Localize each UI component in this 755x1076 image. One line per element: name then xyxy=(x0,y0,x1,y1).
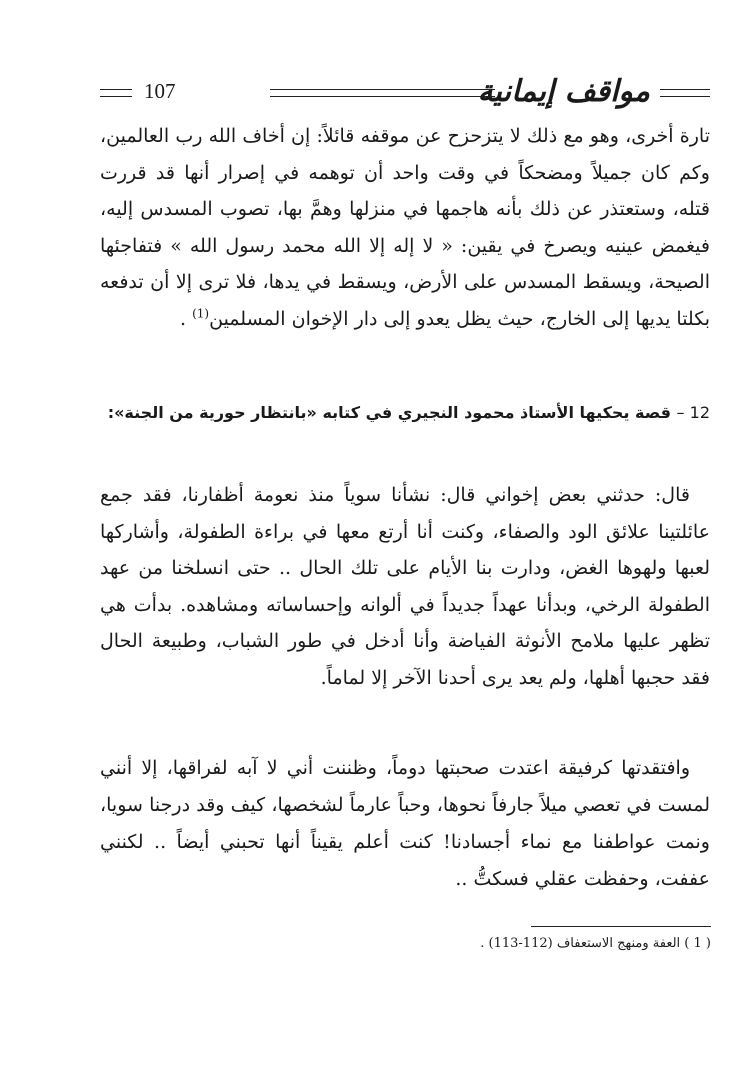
header-rule-left xyxy=(100,89,132,97)
paragraph-2: قال: حدثني بعض إخواني قال: نشأنا سوياً منذ نعومة أظفارنا، فقد جمع عائلتينا علائق الود والصفاء، وكنت أنا أرتع معها في براءة الطفولة، وأشاركها لعبها ولهوها الغض، ودارت بنا الأيام على تلك الحال .. حتى انسلخنا من عهد الطفولة الرخي، وبدأنا عهداً جديداً في ألوانه وإحساساته ومشاهده. بدأت هي تظهر عليها ملامح الأنوثة الفياضة وأنا أدخل في طور الشباب، وطبيعة الحال فقد حجبها أهلها، ولم يعد يرى أحدنا الآخر إلا لماماً. xyxy=(100,484,710,689)
header-rule-right xyxy=(660,89,710,97)
footnote: ( 1 ) العفة ومنهج الاستعفاف (112-113) . xyxy=(480,936,711,951)
footnote-divider xyxy=(531,926,711,927)
header-rule-middle xyxy=(270,89,495,97)
section-number: 12 – xyxy=(676,403,710,422)
section-heading xyxy=(100,395,710,431)
page-number: 107 xyxy=(144,79,176,103)
section-heading-text: قصة يحكيها الأستاذ محمود النجيري في كتابه «بانتظار حورية من الجنة»: xyxy=(107,403,671,422)
paragraph-1-end: . xyxy=(180,307,193,330)
paragraph-1-text: تارة أخرى، وهو مع ذلك لا يتزحزح عن موقفه قائلاً: إن أخاف الله رب العالمين، وكم كان جميلاً ومضحكاً في وقت واحد أن توهمه في إصرار أنها قد قررت قتله، وستعتذر عن ذلك بأنه هاجمها في منزلها وهمَّ بها، تصوب المسدس إليه، فيغمض عينيه ويصرخ في يقين: « لا إله إلا الله محمد رسول الله » فتفاجئها الصيحة، ويسقط المسدس على الأرض، ويسقط في يدها، فلا ترى إلا أن تدفعه بكلتا يديها إلى الخارج، حيث يظل يعدو إلى دار الإخوان المسلمين xyxy=(100,125,710,330)
footnote-marker: (1) xyxy=(192,306,210,321)
paragraph-3: وافتقدتها كرفيقة اعتدت صحبتها دوماً، وظننت أني لا آبه لفراقها، إلا أنني لمست في تعصي ميلاً جارفاً نحوها، وحباً عارماً لشخصها، كيف وقد درجنا سويا، ونمت عواطفنا مع نماء أجسادنا! كنت أعلم يقيناً أنها تحبني أيضاً .. لكنني عففت، وحفظت عقلي فسكتُّ .. xyxy=(100,757,710,890)
paragraph-1 xyxy=(100,118,710,337)
page-header xyxy=(100,74,710,114)
running-title: مواقف إيمانية xyxy=(477,74,650,109)
